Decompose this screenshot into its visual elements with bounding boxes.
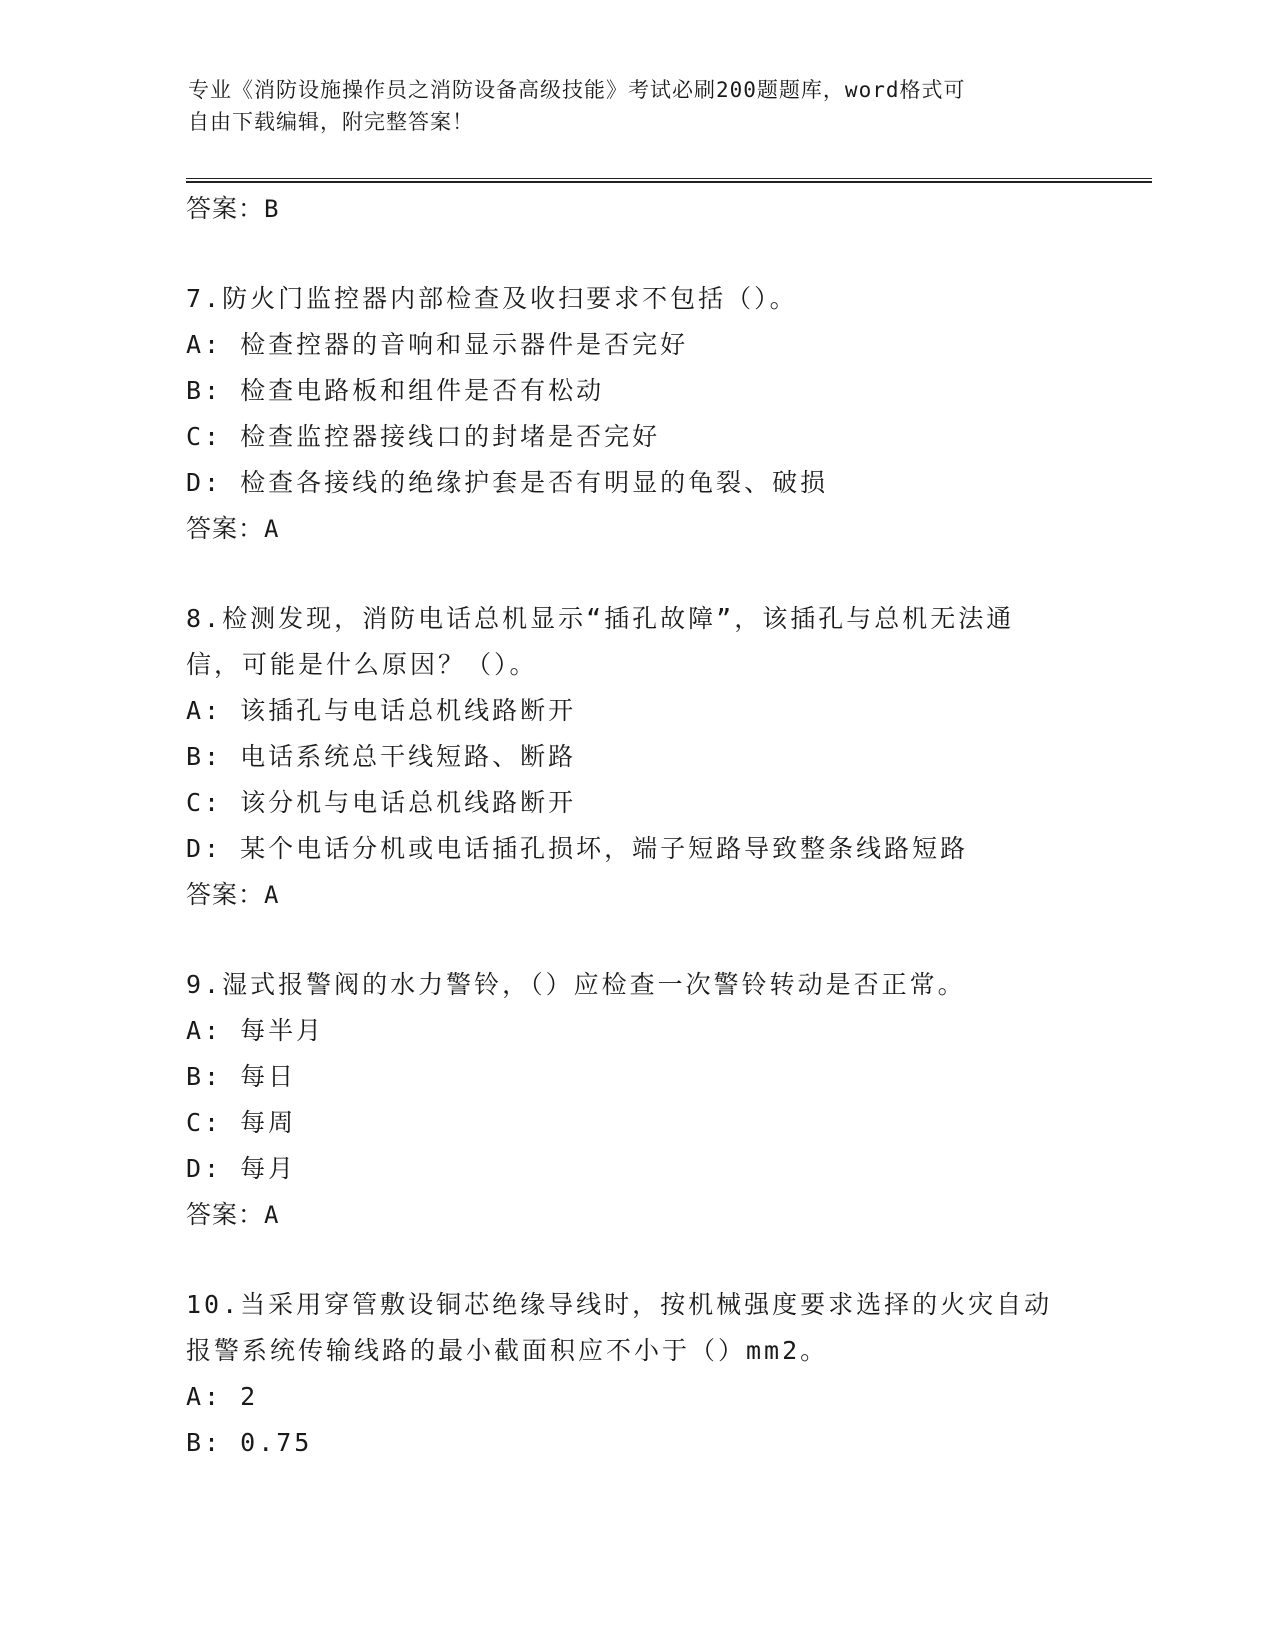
- answer-value: A: [264, 1201, 280, 1229]
- option-c: C: 每周: [186, 1108, 297, 1137]
- question-stem-line-1: 10.当采用穿管敷设铜芯绝缘导线时，按机械强度要求选择的火灾自动: [186, 1290, 1053, 1319]
- question-list: [186, 186, 1106, 1466]
- question-stem-line-2: 报警系统传输线路的最小截面积应不小于（）mm2。: [186, 1336, 829, 1365]
- option-b: B: 0.75: [186, 1428, 313, 1457]
- answer-line: [186, 506, 1106, 552]
- answer-value: A: [264, 881, 280, 909]
- answer-line: [186, 186, 1106, 232]
- header-line-2: 自由下载编辑，附完整答案！: [188, 110, 474, 134]
- answer-line: [186, 1192, 1106, 1238]
- question-stem: 7.防火门监控器内部检查及收扫要求不包括（）。: [186, 284, 798, 313]
- option-c: C: 该分机与电话总机线路断开: [186, 788, 577, 817]
- question-stem: 9.湿式报警阀的水力警铃，（）应检查一次警铃转动是否正常。: [186, 970, 966, 999]
- answer-value: B: [264, 195, 280, 223]
- question-8: [186, 596, 1106, 918]
- option-a: A: 每半月: [186, 1016, 325, 1045]
- header-line-1: 专业《消防设施操作员之消防设备高级技能》考试必刷200题题库，word格式可: [188, 78, 966, 102]
- header-divider: [186, 178, 1152, 183]
- question-stem-line-2: 信，可能是什么原因？（）。: [186, 650, 538, 679]
- answer-value: A: [264, 515, 280, 543]
- question-stem-line-1: 8.检测发现，消防电话总机显示“插孔故障”，该插孔与总机无法通: [186, 604, 1015, 633]
- option-a: A: 该插孔与电话总机线路断开: [186, 696, 577, 725]
- option-c: C: 检查监控器接线口的封堵是否完好: [186, 422, 661, 451]
- option-d: D: 检查各接线的绝缘护套是否有明显的龟裂、破损: [186, 468, 829, 497]
- answer-label: 答案：: [186, 1200, 265, 1229]
- option-b: B: 检查电路板和组件是否有松动: [186, 376, 605, 405]
- option-d: D: 某个电话分机或电话插孔损坏，端子短路导致整条线路短路: [186, 834, 969, 863]
- option-a: A: 检查控器的音响和显示器件是否完好: [186, 330, 689, 359]
- option-b: B: 电话系统总干线短路、断路: [186, 742, 577, 771]
- answer-line: [186, 872, 1106, 918]
- option-d: D: 每月: [186, 1154, 297, 1183]
- answer-label: 答案：: [186, 514, 265, 543]
- question-10: [186, 1282, 1106, 1466]
- answer-label: 答案：: [186, 194, 265, 223]
- document-header: [188, 74, 1068, 138]
- answer-label: 答案：: [186, 880, 265, 909]
- option-b: B: 每日: [186, 1062, 297, 1091]
- question-9: [186, 962, 1106, 1238]
- question-7: [186, 276, 1106, 552]
- option-a: A: 2: [186, 1382, 259, 1411]
